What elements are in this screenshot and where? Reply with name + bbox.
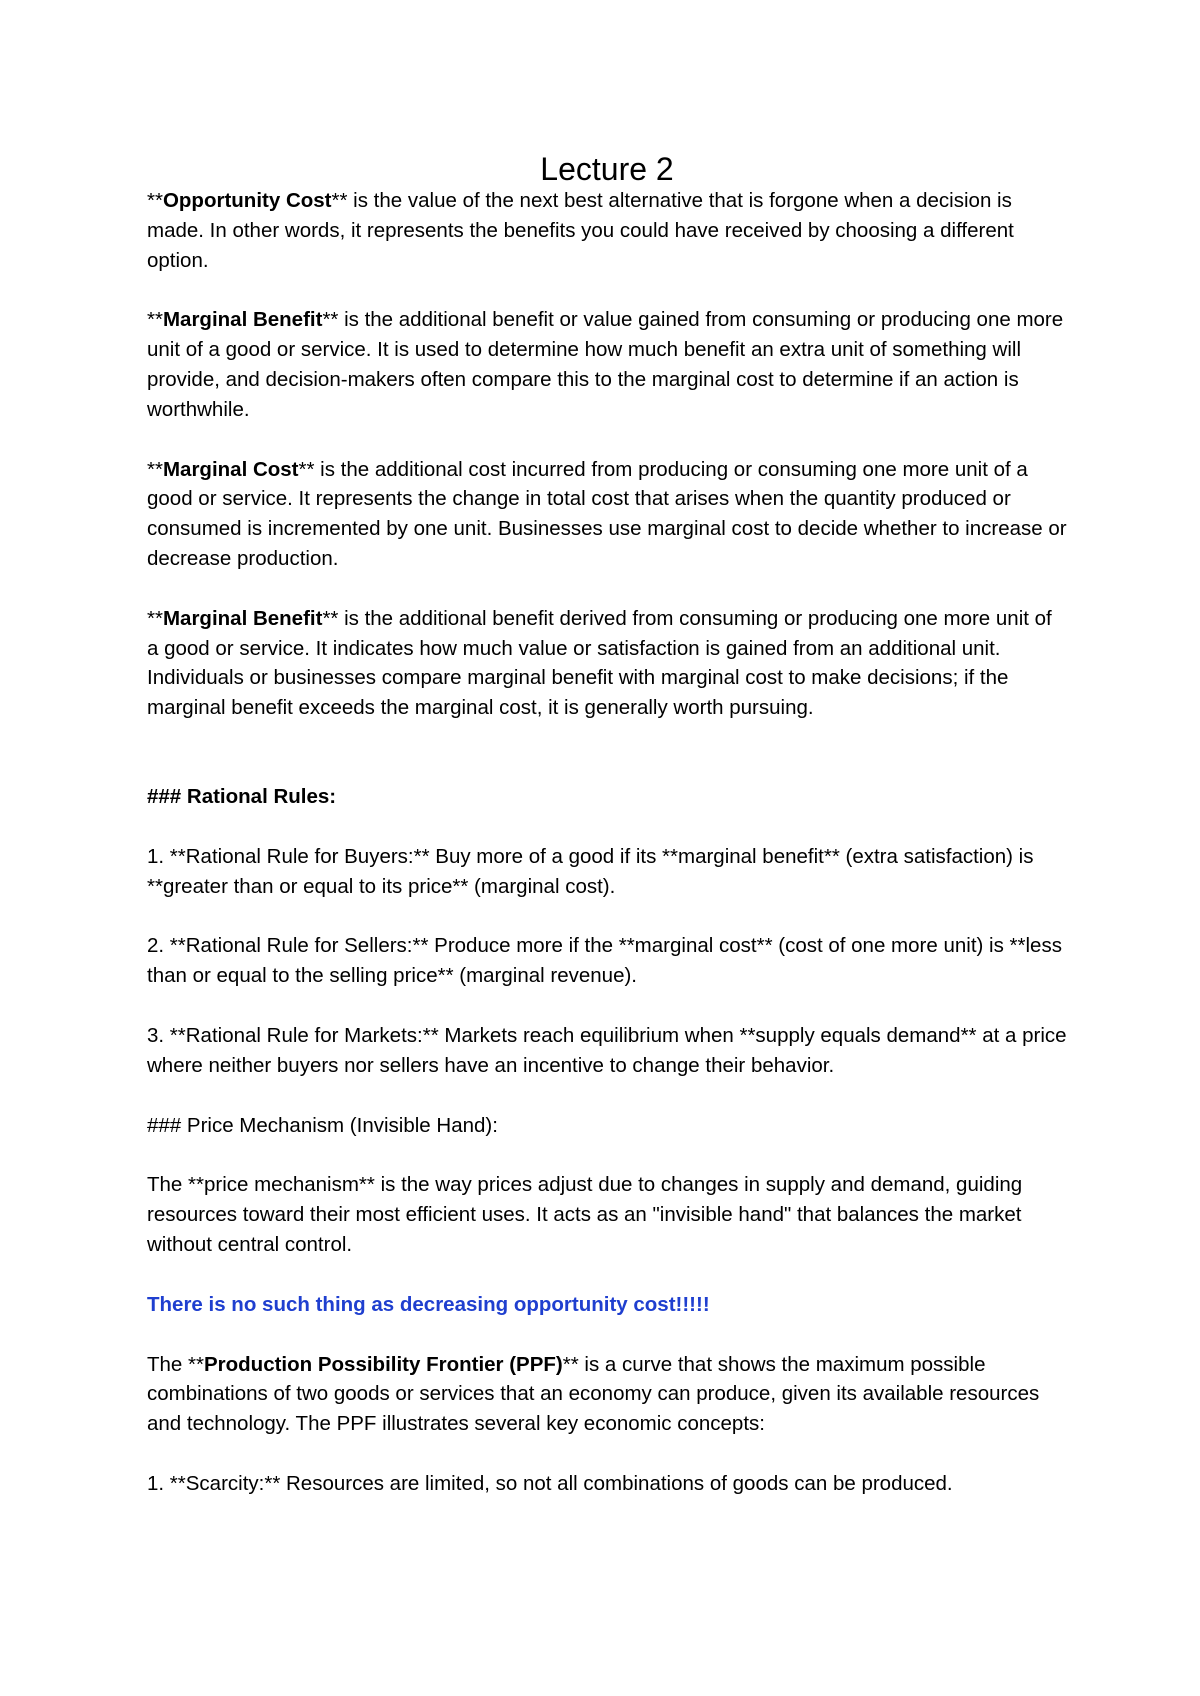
heading-price-mechanism: ### Price Mechanism (Invisible Hand):	[147, 1113, 498, 1137]
term-opportunity-cost: Opportunity Cost	[162, 189, 332, 212]
marker: **	[147, 457, 163, 481]
definition-text: ** is the additional cost incurred from producing or consuming one more unit of a good or service. It represents the change in total cost that arises when the quantity produced or consumed is incremented by one unit. Businesses use marginal cost to decide whether to increase or decrease production.	[147, 457, 1067, 570]
paragraph-marginal-cost	[147, 455, 1067, 574]
definition-text: ** is a curve that shows the maximum possible combinations of two goods or services that an economy can produce, given its available resources and technology. The PPF illustrates several key economic concepts:	[147, 1352, 1040, 1436]
term-marginal-benefit: Marginal Benefit	[162, 308, 323, 332]
definition-text: ** is the value of the next best alternative that is forgone when a decision is made. In other words, it represents the benefits you could have received by choosing a different option.	[147, 189, 1014, 272]
definition-text: ** is the additional benefit derived from consuming or producing one more unit of a good or service. It indicates how much value or satisfaction is gained from an additional unit. Individuals or businesses compare marginal benefit with marginal cost to make decisions; if the marginal benefit exceeds the marginal cost, it is generally worth pursuing.	[147, 606, 1052, 720]
paragraph-marginal-benefit-2	[147, 604, 1067, 723]
term-ppf: Production Possibility Frontier (PPF)	[203, 1352, 563, 1376]
paragraph-ppf	[147, 1350, 1067, 1439]
paragraph-price-mechanism: The **price mechanism** is the way prices adjust due to changes in supply and demand, guiding resources toward their most efficient uses. It acts as an "invisible hand" that balances the market without central control.	[147, 1173, 1023, 1256]
rule-markets: 3. **Rational Rule for Markets:** Markets reach equilibrium when **supply equals demand** at a price where neither buyers nor sellers have an incentive to change their behavior.	[147, 1023, 1067, 1077]
marker: **	[147, 189, 163, 212]
term-marginal-benefit: Marginal Benefit	[162, 606, 323, 630]
document-page	[147, 146, 1067, 1529]
highlight-note: There is no such thing as decreasing opportunity cost!!!!!	[147, 1292, 710, 1316]
rule-buyers: 1. **Rational Rule for Buyers:** Buy more of a good if its **marginal benefit** (extra satisfaction) is **greater than or equal to its price** (marginal cost).	[147, 844, 1034, 898]
marker: The **	[147, 1352, 204, 1376]
heading-rational-rules: ### Rational Rules:	[147, 784, 337, 808]
paragraph-opportunity-cost	[147, 186, 1067, 275]
rule-sellers: 2. **Rational Rule for Sellers:** Produce more if the **marginal cost** (cost of one more unit) is **less than or equal to the selling price** (marginal revenue).	[147, 934, 1062, 988]
marker: **	[147, 606, 163, 630]
paragraph-marginal-benefit	[147, 305, 1067, 424]
marker: **	[147, 308, 163, 332]
definition-text: ** is the additional benefit or value gained from consuming or producing one more unit of a good or service. It is used to determine how much benefit an extra unit of something will provide, and decision-makers often compare this to the marginal cost to determine if an action is worthwhile.	[147, 308, 1064, 421]
list-item-scarcity: 1. **Scarcity:** Resources are limited, so not all combinations of goods can be produced.	[147, 1471, 953, 1495]
page-title: Lecture 2	[540, 151, 674, 187]
term-marginal-cost: Marginal Cost	[162, 457, 299, 481]
